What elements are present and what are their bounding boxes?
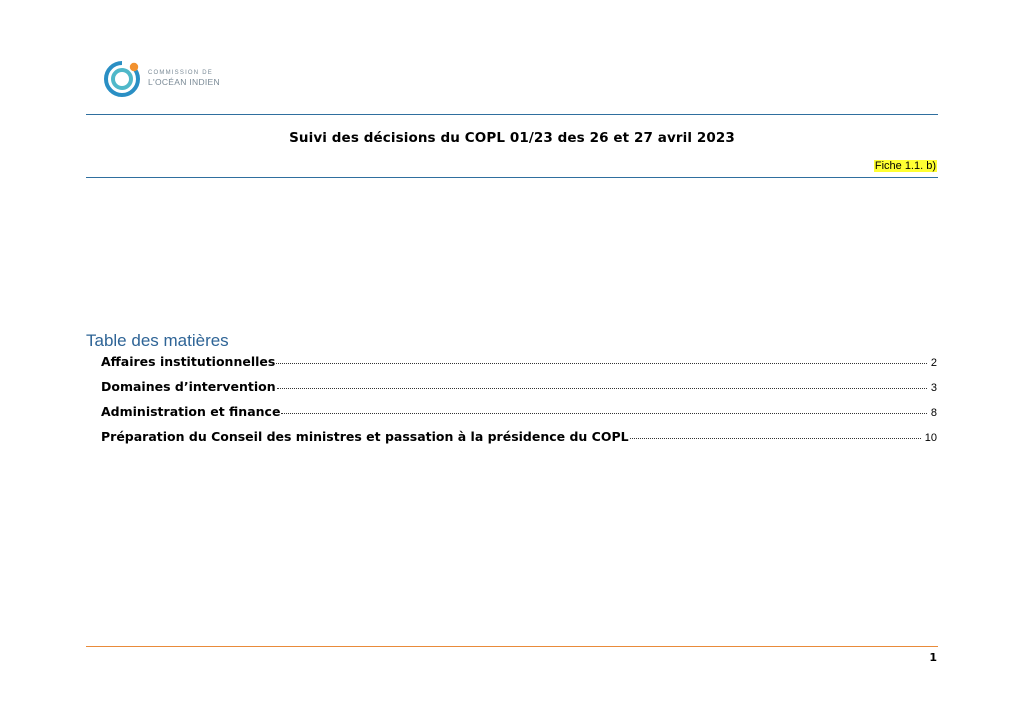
toc-dot-leader [277,388,927,389]
table-of-contents [101,354,937,454]
header-top-rule [86,114,938,115]
fiche-reference-badge: Fiche 1.1. b) [874,160,936,172]
toc-dot-leader [276,363,927,364]
toc-entry-page[interactable]: 8 [930,407,937,419]
toc-entry-administration-finance[interactable] [101,404,937,429]
toc-entry-page[interactable]: 3 [930,382,937,394]
toc-dot-leader [281,413,926,414]
toc-entry-domaines-intervention[interactable] [101,379,937,404]
toc-entry-label[interactable]: Administration et finance [101,404,281,419]
page-number: 1 [929,651,937,664]
coi-logo [102,56,242,100]
toc-entry-preparation-conseil[interactable] [101,429,937,454]
toc-heading: Table des matières [86,331,229,350]
toc-entry-label[interactable]: Affaires institutionnelles [101,354,276,369]
toc-dot-leader [630,438,921,439]
toc-entry-label[interactable]: Domaines d’intervention [101,379,276,394]
toc-entry-page[interactable]: 2 [930,357,937,369]
coi-logo-text [148,70,220,87]
toc-entry-affaires-institutionnelles[interactable] [101,354,937,379]
logo-line-2: L'OCÉAN INDIEN [148,76,220,87]
coi-logo-icon [102,58,142,98]
header-bottom-rule [86,177,938,178]
toc-entry-page[interactable]: 10 [924,432,937,444]
toc-entry-label[interactable]: Préparation du Conseil des ministres et passation à la présidence du COPL [101,429,629,444]
logo-line-1: COMMISSION DE [148,69,213,76]
document-title: Suivi des décisions du COPL 01/23 des 26 et 27 avril 2023 [289,130,735,146]
footer-rule [86,646,938,647]
